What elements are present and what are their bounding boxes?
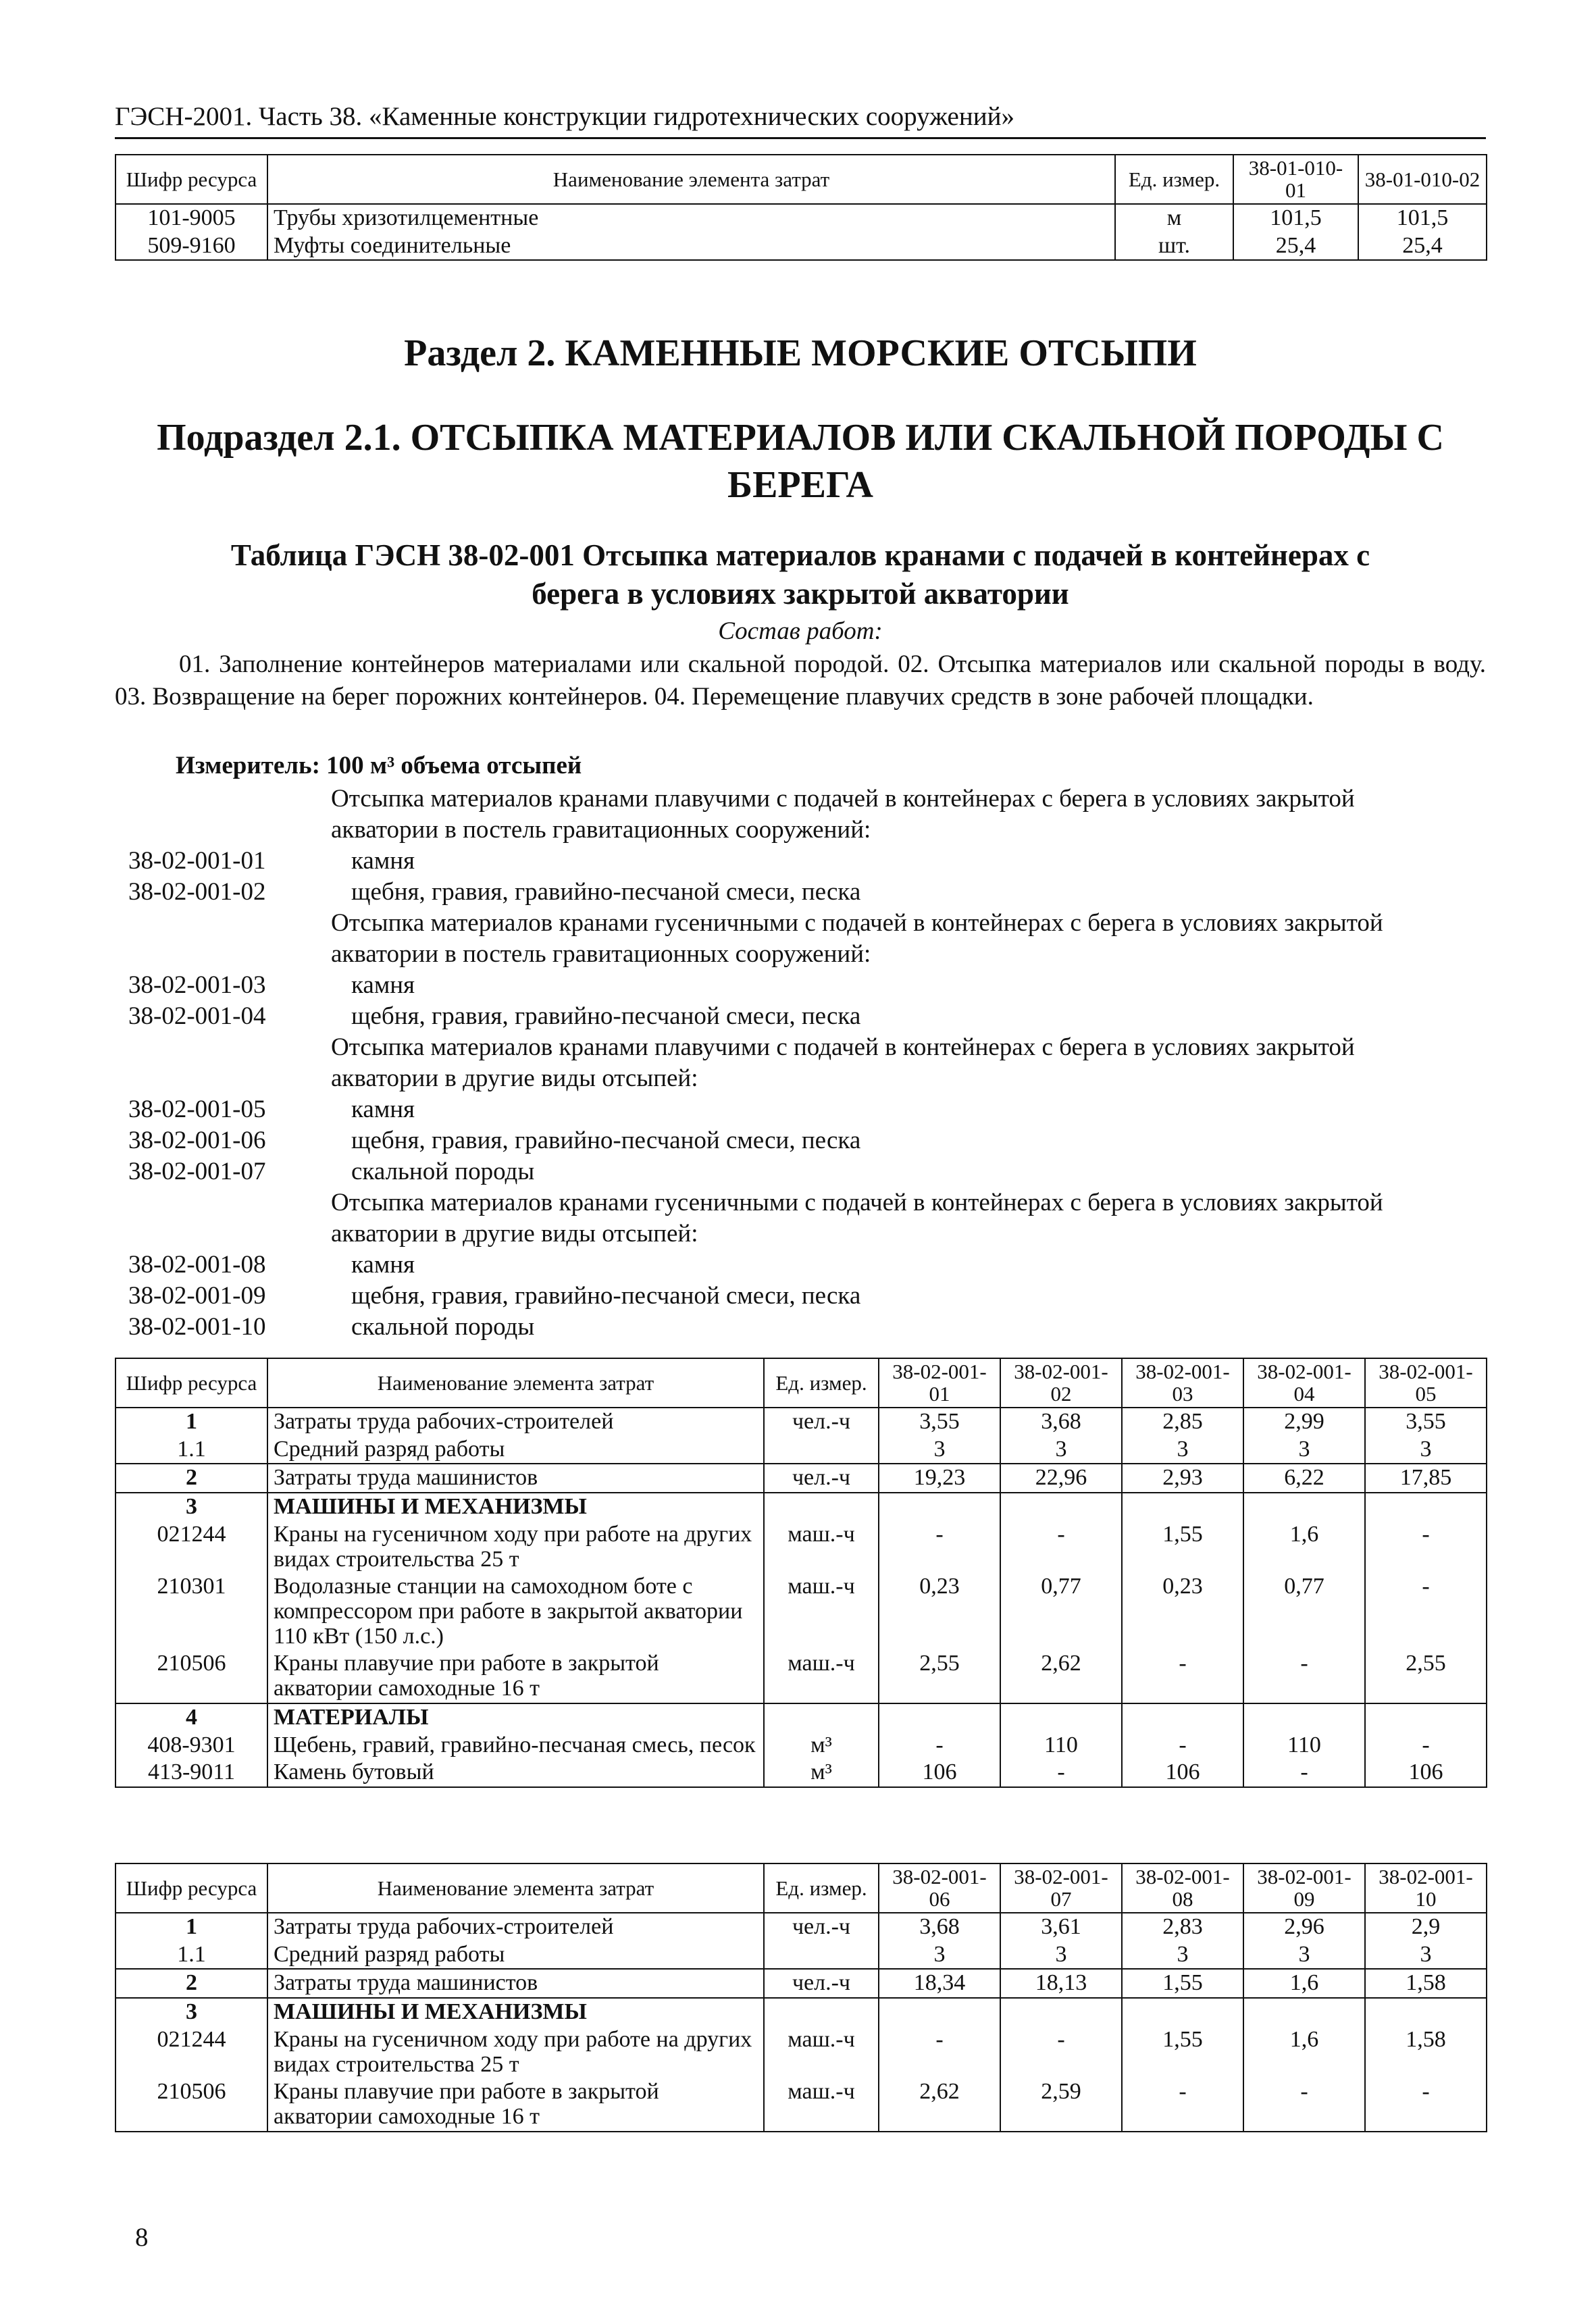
table-row bbox=[115, 1998, 1487, 2026]
cell-name: Трубы хризотилцементные bbox=[267, 204, 1115, 232]
cell-value: 2,96 bbox=[1243, 1913, 1365, 1941]
cell-value bbox=[1000, 1703, 1122, 1732]
cell-value: - bbox=[879, 2026, 1000, 2078]
cell-value: - bbox=[1365, 2078, 1487, 2131]
cell-value: 106 bbox=[1365, 1759, 1487, 1787]
section-title: Раздел 2. КАМЕННЫЕ МОРСКИЕ ОТСЫПИ bbox=[404, 332, 1197, 374]
cell-value: 1,6 bbox=[1243, 1521, 1365, 1573]
cell-name: Затраты труда рабочих-строителей bbox=[267, 1913, 764, 1941]
col-code-header: Шифр ресурса bbox=[115, 155, 267, 204]
cell-value: 2,85 bbox=[1122, 1408, 1243, 1436]
subsection-title-line1: Подраздел 2.1. ОТСЫПКА МАТЕРИАЛОВ ИЛИ СКАЛЬНОЙ ПОРОДЫ С bbox=[157, 417, 1444, 459]
cell-unit: шт. bbox=[1115, 232, 1233, 261]
cell-value: 2,9 bbox=[1365, 1913, 1487, 1941]
table-row bbox=[115, 1732, 1487, 1759]
cell-value bbox=[1365, 1493, 1487, 1521]
group-title: Отсыпка материалов кранами плавучими с подачей в контейнерах с берега в условиях закрытой акватории в другие виды отсыпей: bbox=[331, 1033, 1355, 1092]
table-row bbox=[115, 1521, 1487, 1573]
cell-code: 1 bbox=[115, 1913, 267, 1941]
measurement-unit: Измеритель: 100 м³ объема отсыпей bbox=[176, 752, 582, 779]
cell-unit: чел.-ч bbox=[764, 1408, 879, 1436]
cell-value: 2,62 bbox=[1000, 1650, 1122, 1703]
cell-value: 1,58 bbox=[1365, 2026, 1487, 2078]
cell-value: 3,55 bbox=[1365, 1408, 1487, 1436]
cell-value: - bbox=[1365, 1732, 1487, 1759]
cell-unit bbox=[764, 1493, 879, 1521]
col-header: 38-02-001-08 bbox=[1122, 1863, 1243, 1913]
cell-code: 021244 bbox=[115, 1521, 267, 1573]
cell-value: 19,23 bbox=[879, 1464, 1000, 1493]
group-title: Отсыпка материалов кранами гусеничными с подачей в контейнерах с берега в условиях закрытой акватории в другие виды отсыпей: bbox=[331, 1189, 1383, 1248]
cell-value: 3 bbox=[1122, 1436, 1243, 1464]
cell-value bbox=[879, 1703, 1000, 1732]
cell-code: 1.1 bbox=[115, 1941, 267, 1970]
cell-value: 3,55 bbox=[879, 1408, 1000, 1436]
cell-value: - bbox=[1000, 2026, 1122, 2078]
table-row bbox=[115, 2078, 1487, 2131]
cell-unit: маш.-ч bbox=[764, 1521, 879, 1573]
cell-name: Затраты труда машинистов bbox=[267, 1969, 764, 1998]
norm-text: камня bbox=[351, 1096, 415, 1123]
col-header: 38-02-001-04 bbox=[1243, 1358, 1365, 1408]
cell-code: 210506 bbox=[115, 2078, 267, 2131]
cell-value: 22,96 bbox=[1000, 1464, 1122, 1493]
list-item bbox=[128, 1250, 1412, 1281]
norm-text: щебня, гравия, гравийно-песчаной смеси, песка bbox=[351, 878, 861, 906]
cell-value: - bbox=[1243, 1650, 1365, 1703]
cell-value: 25,4 bbox=[1358, 232, 1487, 261]
cell-value bbox=[1243, 1998, 1365, 2026]
norm-code: 38-02-001-01 bbox=[128, 847, 266, 875]
norm-list bbox=[128, 783, 1412, 1343]
cell-value bbox=[879, 1493, 1000, 1521]
cell-value: 17,85 bbox=[1365, 1464, 1487, 1493]
cell-name: МАТЕРИАЛЫ bbox=[267, 1703, 764, 1732]
cell-name: Средний разряд работы bbox=[267, 1941, 764, 1970]
norm-text: камня bbox=[351, 1251, 415, 1279]
cell-value: 3 bbox=[1000, 1941, 1122, 1970]
cell-unit: чел.-ч bbox=[764, 1464, 879, 1493]
cell-unit: чел.-ч bbox=[764, 1969, 879, 1998]
cell-value: 25,4 bbox=[1233, 232, 1358, 261]
col-unit-header: Ед. измер. bbox=[764, 1863, 879, 1913]
col-header: 38-02-001-06 bbox=[879, 1863, 1000, 1913]
table-row bbox=[115, 204, 1487, 232]
cell-code: 101-9005 bbox=[115, 204, 267, 232]
cell-code: 3 bbox=[115, 1998, 267, 2026]
resource-table-a bbox=[115, 1358, 1487, 1788]
cell-unit: маш.-ч bbox=[764, 2078, 879, 2131]
cell-value: 3 bbox=[1000, 1436, 1122, 1464]
norm-code: 38-02-001-02 bbox=[128, 878, 266, 906]
norm-text: скальной породы bbox=[351, 1313, 535, 1341]
table-title-line2: берега в условиях закрытой акватории bbox=[532, 577, 1069, 611]
cell-unit: маш.-ч bbox=[764, 1650, 879, 1703]
cell-code: 2 bbox=[115, 1969, 267, 1998]
cell-value bbox=[1122, 1998, 1243, 2026]
cell-value: 2,93 bbox=[1122, 1464, 1243, 1493]
cell-code: 509-9160 bbox=[115, 232, 267, 261]
cell-value: 2,62 bbox=[879, 2078, 1000, 2131]
cell-name: Краны на гусеничном ходу при работе на других видах строительства 25 т bbox=[267, 2026, 764, 2078]
cell-code: 1 bbox=[115, 1408, 267, 1436]
cell-value: 1,55 bbox=[1122, 1969, 1243, 1998]
cell-value: 18,13 bbox=[1000, 1969, 1122, 1998]
norm-code: 38-02-001-07 bbox=[128, 1158, 266, 1185]
cell-name: Краны на гусеничном ходу при работе на других видах строительства 25 т bbox=[267, 1521, 764, 1573]
norm-text: скальной породы bbox=[351, 1158, 535, 1185]
norm-code: 38-02-001-06 bbox=[128, 1127, 266, 1154]
norm-code: 38-02-001-08 bbox=[128, 1251, 266, 1279]
list-item bbox=[128, 1312, 1412, 1343]
table-row bbox=[115, 1913, 1487, 1941]
cell-value: 1,58 bbox=[1365, 1969, 1487, 1998]
norm-text: щебня, гравия, гравийно-песчаной смеси, песка bbox=[351, 1127, 861, 1154]
table-row bbox=[115, 1650, 1487, 1703]
cell-value: - bbox=[1122, 1732, 1243, 1759]
cell-value: - bbox=[1122, 2078, 1243, 2131]
cell-value bbox=[1000, 1493, 1122, 1521]
norm-code: 38-02-001-09 bbox=[128, 1282, 266, 1310]
table-row bbox=[115, 1408, 1487, 1436]
resource-table-b bbox=[115, 1863, 1487, 2132]
cell-unit bbox=[764, 1941, 879, 1970]
cell-value: 2,55 bbox=[879, 1650, 1000, 1703]
norm-code: 38-02-001-10 bbox=[128, 1313, 266, 1341]
cell-value: 110 bbox=[1243, 1732, 1365, 1759]
cell-value: 3,68 bbox=[879, 1913, 1000, 1941]
cell-code: 2 bbox=[115, 1464, 267, 1493]
cell-value: 0,77 bbox=[1243, 1573, 1365, 1650]
cell-unit: маш.-ч bbox=[764, 1573, 879, 1650]
running-header: ГЭСН-2001. Часть 38. «Каменные конструкции гидротехнических сооружений» bbox=[115, 101, 1486, 139]
col-header: 38-02-001-01 bbox=[879, 1358, 1000, 1408]
list-item bbox=[128, 877, 1412, 908]
cell-value: - bbox=[879, 1732, 1000, 1759]
top-resource-table bbox=[115, 154, 1487, 261]
table-row bbox=[115, 1759, 1487, 1787]
work-composition-label: Состав работ: bbox=[718, 617, 883, 645]
cell-value: 1,6 bbox=[1243, 2026, 1365, 2078]
col-header: 38-02-001-02 bbox=[1000, 1358, 1122, 1408]
table-b-header bbox=[115, 1863, 1487, 1913]
norm-text: щебня, гравия, гравийно-песчаной смеси, песка bbox=[351, 1002, 861, 1030]
cell-value: 3 bbox=[879, 1436, 1000, 1464]
norm-text: щебня, гравия, гравийно-песчаной смеси, песка bbox=[351, 1282, 861, 1310]
cell-unit: м³ bbox=[764, 1732, 879, 1759]
table-row bbox=[115, 1493, 1487, 1521]
cell-value: 2,59 bbox=[1000, 2078, 1122, 2131]
cell-value: - bbox=[1365, 1573, 1487, 1650]
cell-code: 4 bbox=[115, 1703, 267, 1732]
cell-value: 3 bbox=[1365, 1941, 1487, 1970]
norm-text: камня bbox=[351, 847, 415, 875]
cell-value: 3 bbox=[1243, 1436, 1365, 1464]
cell-unit bbox=[764, 1436, 879, 1464]
cell-name: Водолазные станции на самоходном боте с компрессором при работе в закрытой акватории 110 кВт (150 л.с.) bbox=[267, 1573, 764, 1650]
cell-value: 0,23 bbox=[1122, 1573, 1243, 1650]
cell-name: Краны плавучие при работе в закрытой акватории самоходные 16 т bbox=[267, 2078, 764, 2131]
cell-name: Затраты труда рабочих-строителей bbox=[267, 1408, 764, 1436]
list-item bbox=[128, 970, 1412, 1001]
cell-code: 1.1 bbox=[115, 1436, 267, 1464]
cell-name: Муфты соединительные bbox=[267, 232, 1115, 261]
col-header: 38-02-001-03 bbox=[1122, 1358, 1243, 1408]
subsection-title-line2: БЕРЕГА bbox=[727, 464, 873, 506]
cell-code: 021244 bbox=[115, 2026, 267, 2078]
cell-name: Камень бутовый bbox=[267, 1759, 764, 1787]
col-unit-header: Ед. измер. bbox=[764, 1358, 879, 1408]
list-item bbox=[128, 1001, 1412, 1032]
cell-value: 101,5 bbox=[1358, 204, 1487, 232]
col-header: 38-01-010-02 bbox=[1358, 155, 1487, 204]
norm-code: 38-02-001-05 bbox=[128, 1096, 266, 1123]
col-header: 38-02-001-10 bbox=[1365, 1863, 1487, 1913]
col-header: 38-01-010-01 bbox=[1233, 155, 1358, 204]
cell-value bbox=[1243, 1703, 1365, 1732]
cell-code: 413-9011 bbox=[115, 1759, 267, 1787]
cell-value: 106 bbox=[879, 1759, 1000, 1787]
cell-value: 2,55 bbox=[1365, 1650, 1487, 1703]
cell-value bbox=[1000, 1998, 1122, 2026]
cell-value: 3 bbox=[1243, 1941, 1365, 1970]
norm-text: камня bbox=[351, 971, 415, 999]
list-item bbox=[128, 1281, 1412, 1312]
table-title-line1: Таблица ГЭСН 38-02-001 Отсыпка материалов кранами с подачей в контейнерах с bbox=[230, 538, 1370, 572]
list-item bbox=[128, 846, 1412, 877]
table-a-header bbox=[115, 1358, 1487, 1408]
list-item bbox=[128, 1125, 1412, 1156]
cell-unit bbox=[764, 1703, 879, 1732]
cell-value: 110 bbox=[1000, 1732, 1122, 1759]
cell-value bbox=[879, 1998, 1000, 2026]
cell-value bbox=[1243, 1493, 1365, 1521]
cell-unit: маш.-ч bbox=[764, 2026, 879, 2078]
table-row bbox=[115, 1941, 1487, 1970]
cell-value: - bbox=[1000, 1759, 1122, 1787]
cell-value: 106 bbox=[1122, 1759, 1243, 1787]
col-header: 38-02-001-05 bbox=[1365, 1358, 1487, 1408]
list-item bbox=[128, 1156, 1412, 1187]
table-row bbox=[115, 1436, 1487, 1464]
cell-value: 101,5 bbox=[1233, 204, 1358, 232]
cell-name: Затраты труда машинистов bbox=[267, 1464, 764, 1493]
cell-value: 3 bbox=[1365, 1436, 1487, 1464]
cell-code: 3 bbox=[115, 1493, 267, 1521]
col-header: 38-02-001-09 bbox=[1243, 1863, 1365, 1913]
cell-value: 0,23 bbox=[879, 1573, 1000, 1650]
table-row bbox=[115, 1969, 1487, 1998]
table-row bbox=[115, 2026, 1487, 2078]
group-title: Отсыпка материалов кранами гусеничными с подачей в контейнерах с берега в условиях закрытой акватории в постель гравитационных сооружений: bbox=[331, 909, 1383, 968]
cell-value bbox=[1122, 1493, 1243, 1521]
cell-value: 1,55 bbox=[1122, 2026, 1243, 2078]
col-name-header: Наименование элемента затрат bbox=[267, 1863, 764, 1913]
cell-unit bbox=[764, 1998, 879, 2026]
cell-code: 210301 bbox=[115, 1573, 267, 1650]
cell-value: - bbox=[1365, 1521, 1487, 1573]
cell-value bbox=[1365, 1703, 1487, 1732]
norm-code: 38-02-001-04 bbox=[128, 1002, 266, 1030]
cell-name: Средний разряд работы bbox=[267, 1436, 764, 1464]
table-row bbox=[115, 1703, 1487, 1732]
cell-value: 1,55 bbox=[1122, 1521, 1243, 1573]
work-composition-text: 01. Заполнение контейнеров материалами или скальной породой. 02. Отсыпка материалов или скальной породы в воду. 03. Возвращение на берег порожних контейнеров. 04. Перемещение плавучих средств в зоне рабочей площадки. bbox=[115, 650, 1486, 711]
cell-unit: м³ bbox=[764, 1759, 879, 1787]
cell-value bbox=[1122, 1703, 1243, 1732]
list-item bbox=[128, 1094, 1412, 1125]
table-row bbox=[115, 232, 1487, 261]
cell-unit: чел.-ч bbox=[764, 1913, 879, 1941]
page-number: 8 bbox=[135, 2223, 149, 2252]
cell-value: - bbox=[879, 1521, 1000, 1573]
table-row bbox=[115, 1573, 1487, 1650]
col-name-header: Наименование элемента затрат bbox=[267, 1358, 764, 1408]
norm-code: 38-02-001-03 bbox=[128, 971, 266, 999]
col-header: 38-02-001-07 bbox=[1000, 1863, 1122, 1913]
col-unit-header: Ед. измер. bbox=[1115, 155, 1233, 204]
cell-value: 1,6 bbox=[1243, 1969, 1365, 1998]
group-title: Отсыпка материалов кранами плавучими с подачей в контейнерах с берега в условиях закрытой акватории в постель гравитационных сооружений: bbox=[331, 785, 1355, 844]
cell-value: 18,34 bbox=[879, 1969, 1000, 1998]
top-table-header bbox=[115, 155, 1487, 204]
cell-value: 3 bbox=[879, 1941, 1000, 1970]
cell-name: Краны плавучие при работе в закрытой акватории самоходные 16 т bbox=[267, 1650, 764, 1703]
table-row bbox=[115, 1464, 1487, 1493]
cell-value: 0,77 bbox=[1000, 1573, 1122, 1650]
cell-value: 6,22 bbox=[1243, 1464, 1365, 1493]
cell-value bbox=[1365, 1998, 1487, 2026]
cell-code: 408-9301 bbox=[115, 1732, 267, 1759]
cell-value: - bbox=[1000, 1521, 1122, 1573]
cell-value: 2,99 bbox=[1243, 1408, 1365, 1436]
col-code-header: Шифр ресурса bbox=[115, 1863, 267, 1913]
cell-value: - bbox=[1243, 2078, 1365, 2131]
cell-code: 210506 bbox=[115, 1650, 267, 1703]
cell-unit: м bbox=[1115, 204, 1233, 232]
cell-value: - bbox=[1243, 1759, 1365, 1787]
cell-name: МАШИНЫ И МЕХАНИЗМЫ bbox=[267, 1493, 764, 1521]
cell-name: Щебень, гравий, гравийно-песчаная смесь, песок bbox=[267, 1732, 764, 1759]
cell-name: МАШИНЫ И МЕХАНИЗМЫ bbox=[267, 1998, 764, 2026]
cell-value: - bbox=[1122, 1650, 1243, 1703]
cell-value: 3,68 bbox=[1000, 1408, 1122, 1436]
cell-value: 3 bbox=[1122, 1941, 1243, 1970]
col-name-header: Наименование элемента затрат bbox=[267, 155, 1115, 204]
cell-value: 2,83 bbox=[1122, 1913, 1243, 1941]
col-code-header: Шифр ресурса bbox=[115, 1358, 267, 1408]
cell-value: 3,61 bbox=[1000, 1913, 1122, 1941]
